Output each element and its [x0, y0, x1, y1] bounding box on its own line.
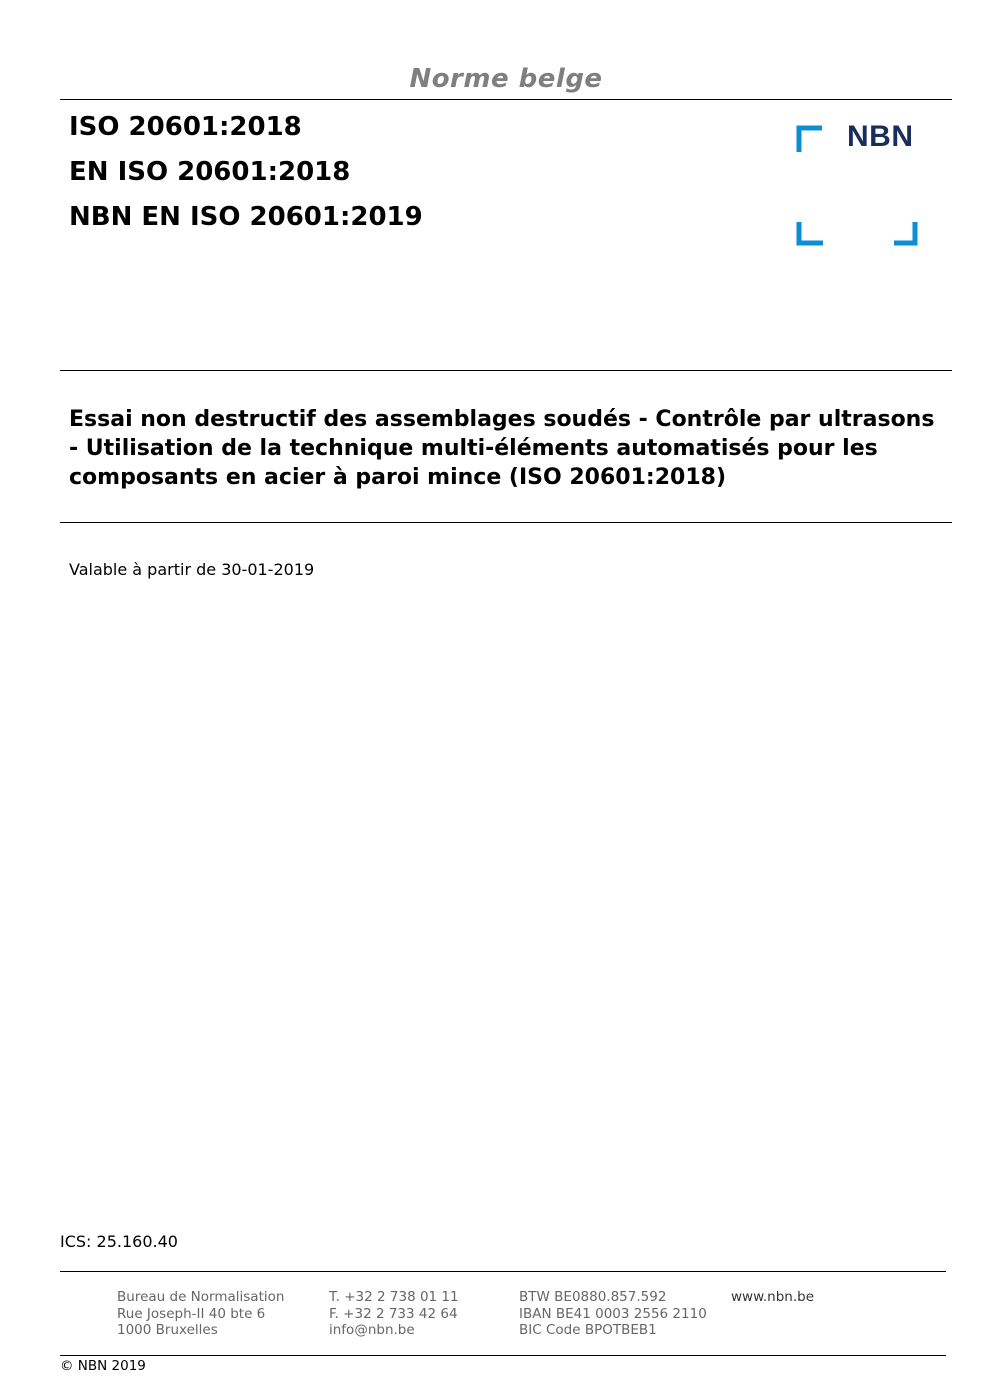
footer-address [117, 1289, 284, 1339]
standard-id-en: EN ISO 20601:2018 [69, 157, 351, 187]
footer-address-line: Rue Joseph-II 40 bte 6 [117, 1305, 266, 1322]
footer-iban: IBAN BE41 0003 2556 2110 [519, 1305, 707, 1322]
footer-contact [329, 1289, 459, 1339]
standard-id-nbn: NBN EN ISO 20601:2019 [69, 202, 423, 232]
divider-top [60, 99, 952, 100]
nbn-logo-text: NBN [847, 120, 914, 153]
footer-website[interactable]: www.nbn.be [731, 1289, 815, 1305]
footer-email[interactable]: info@nbn.be [329, 1322, 415, 1338]
footer-fax: F. +32 2 733 42 64 [329, 1305, 458, 1322]
document-title: Essai non destructif des assemblages soudés - Contrôle par ultrasons - Utilisation de la technique multi-éléments automatisés pour les composants en acier à paroi mince (ISO 20601:2018) [69, 407, 935, 490]
footer-phone: T. +32 2 738 01 11 [329, 1289, 459, 1305]
header-title: Norme belge [409, 64, 603, 94]
divider-title-top [60, 370, 952, 371]
divider-footer-bottom [60, 1355, 946, 1356]
divider-footer-top [60, 1271, 946, 1272]
footer-vat: BTW BE0880.857.592 [519, 1289, 667, 1305]
divider-title-bottom [60, 522, 952, 523]
standard-id-iso: ISO 20601:2018 [69, 112, 302, 142]
footer-bic: BIC Code BPOTBEB1 [519, 1322, 657, 1338]
copyright: © NBN 2019 [60, 1358, 146, 1374]
footer-banking [519, 1289, 707, 1339]
footer-address-line: 1000 Bruxelles [117, 1322, 218, 1338]
valid-from: Valable à partir de 30-01-2019 [69, 560, 315, 579]
footer-address-line: Bureau de Normalisation [117, 1289, 285, 1305]
ics-code: ICS: 25.160.40 [60, 1232, 178, 1251]
